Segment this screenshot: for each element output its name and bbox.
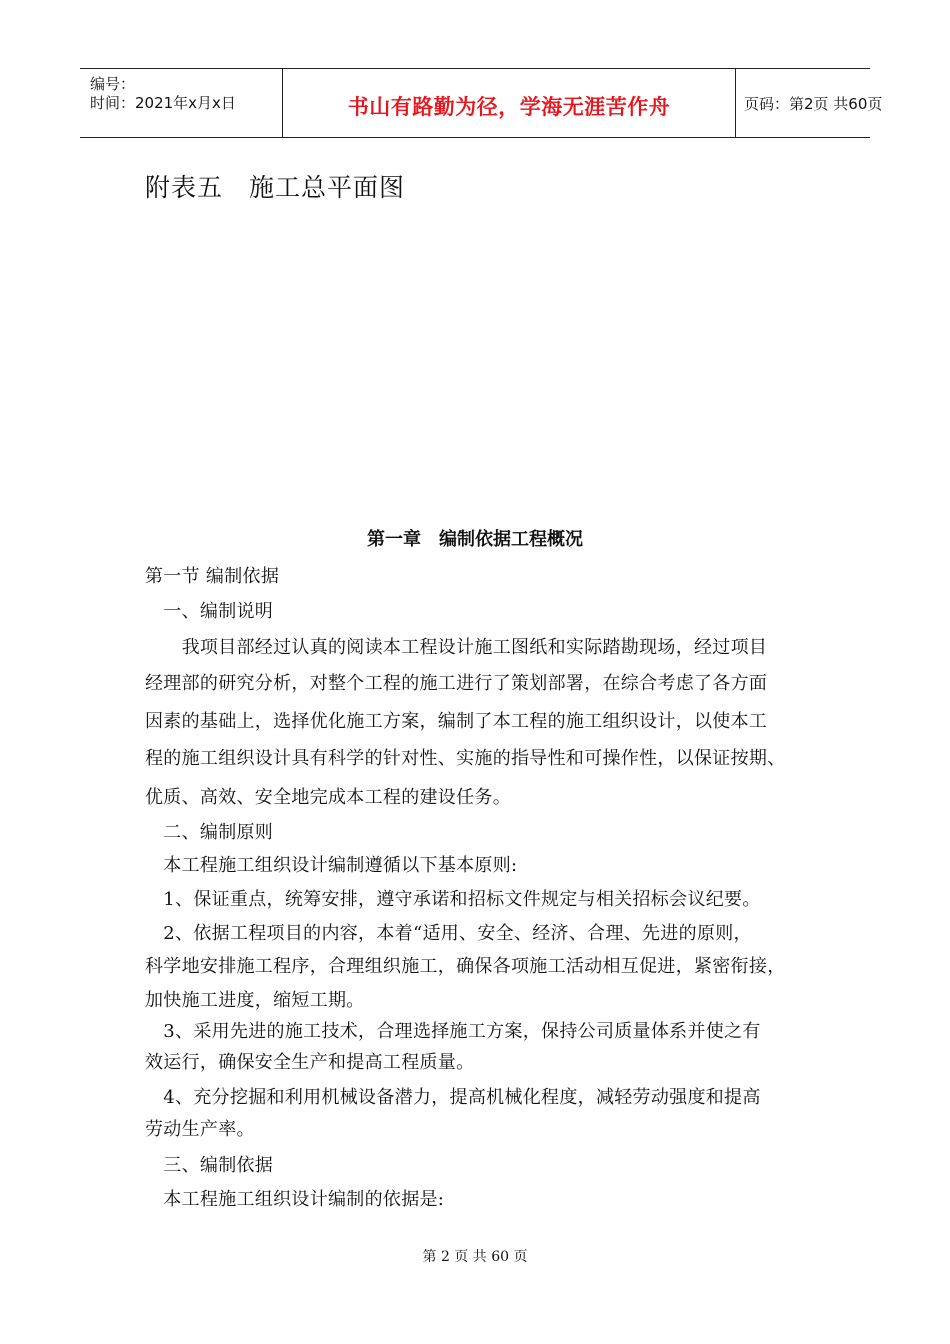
header-page-info: 页码：第2页 共60页 — [744, 95, 883, 113]
document-number-label: 编号： — [90, 75, 136, 93]
paragraph-line: 加快施工进度，缩短工期。 — [145, 990, 365, 1011]
subsection-heading: 一、编制说明 — [145, 601, 274, 622]
subsection-heading: 二、编制原则 — [145, 822, 274, 843]
list-item: 1、保证重点，统筹安排，遵守承诺和招标文件规定与相关招标会议纪要。 — [145, 889, 761, 910]
page-header — [80, 68, 883, 138]
page-footer: 第 2 页 共 60 页 — [422, 1249, 528, 1265]
header-left-cell — [80, 69, 282, 137]
paragraph-line: 优质、高效、安全地完成本工程的建设任务。 — [145, 787, 511, 808]
document-time-label: 时间：2021年x月x日 — [90, 94, 236, 112]
section-heading: 第一节 编制依据 — [145, 566, 280, 587]
list-item: 4、充分挖掘和利用机械设备潜力，提高机械化程度，减轻劳动强度和提高 — [145, 1087, 761, 1108]
subsection-heading: 三、编制依据 — [145, 1155, 274, 1176]
paragraph-line: 本工程施工组织设计编制遵循以下基本原则: — [145, 855, 518, 876]
list-item: 2、依据工程项目的内容，本着“适用、安全、经济、合理、先进的原则， — [145, 923, 752, 944]
chapter-title: 第一章 编制依据工程概况 — [367, 529, 583, 550]
header-motto-cell — [282, 69, 736, 137]
header-right-cell — [736, 69, 883, 137]
paragraph-line: 经理部的研究分析，对整个工程的施工进行了策划部署，在综合考虑了各方面 — [145, 673, 768, 694]
paragraph-line: 劳动生产率。 — [145, 1119, 255, 1140]
paragraph-line: 程的施工组织设计具有科学的针对性、实施的指导性和可操作性，以保证按期、 — [145, 748, 786, 769]
paragraph-line: 效运行，确保安全生产和提高工程质量。 — [145, 1052, 475, 1073]
list-item: 3、采用先进的施工技术，合理选择施工方案，保持公司质量体系并使之有 — [145, 1021, 761, 1042]
appendix-title: 附表五 施工总平面图 — [145, 173, 406, 202]
paragraph-line: 科学地安排施工程序，合理组织施工，确保各项施工活动相互促进，紧密衔接， — [145, 956, 786, 977]
paragraph-line: 我项目部经过认真的阅读本工程设计施工图纸和实际踏勘现场，经过项目 — [145, 637, 768, 658]
header-motto: 书山有路勤为径，学海无涯苦作舟 — [347, 95, 671, 119]
paragraph-line: 本工程施工组织设计编制的依据是: — [145, 1189, 445, 1210]
paragraph-line: 因素的基础上，选择优化施工方案，编制了本工程的施工组织设计，以使本工 — [145, 711, 768, 732]
